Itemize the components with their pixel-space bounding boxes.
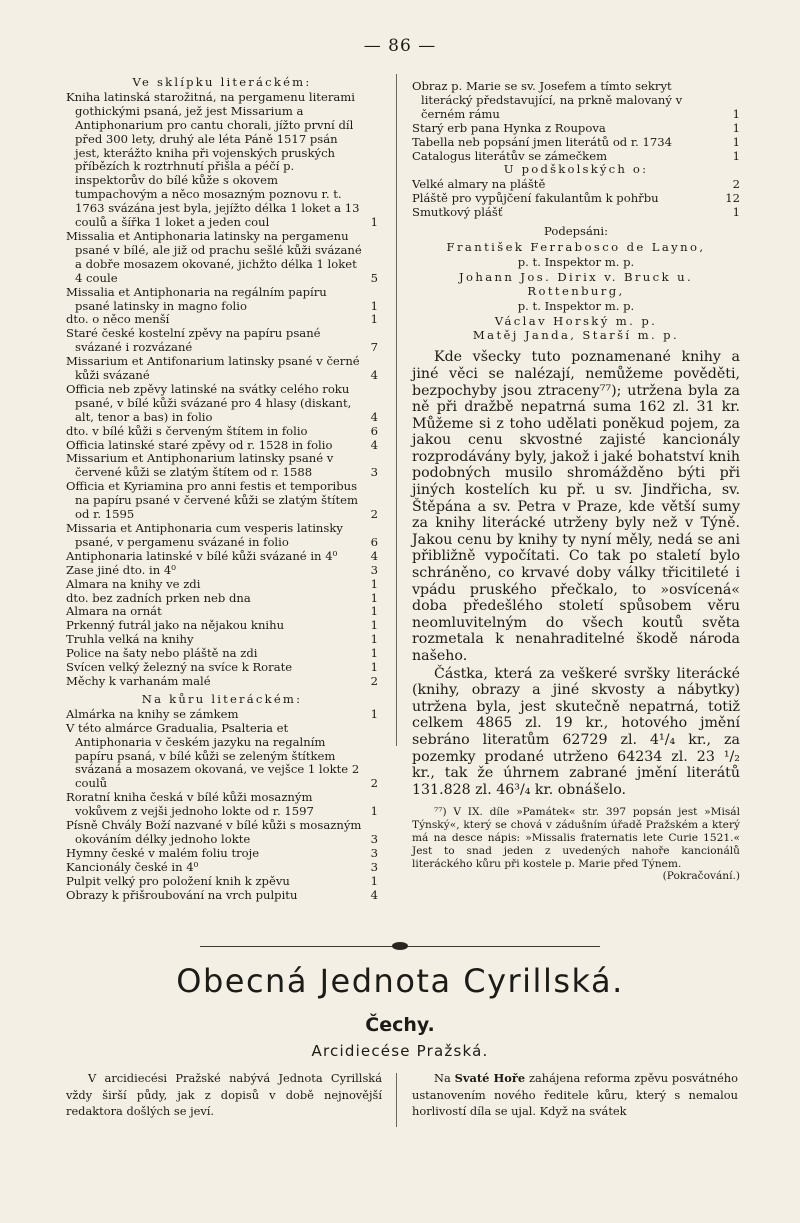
inventory-entry — [412, 192, 740, 206]
entry-count: 1 — [370, 660, 378, 675]
entry-text: dto. o něco menší — [66, 312, 170, 327]
entry-text: Kniha latinská starožitná, na pergamenu literami gothickými psaná, jež jest Missarium a Antiphonarium pro cantu chorali, jížto první díl před 300 lety, druhý ale léta Páně 1517 psán jest, kterážto kniha při vojenských pruských příbězích k roztrhnutí přišla a péčí p. inspektorův do bílé kůže s okovem tumpachovým a něco mosazným poznovu r. t. 1763 svázána jest byla, jejížto délka 1 loket a 13 coulů a šířka 1 loket a jeden coul — [66, 89, 360, 230]
left-column — [66, 76, 378, 902]
entry-count: 4 — [370, 409, 378, 424]
entry-text: dto. v bílé kůži s červeným štítem in folio — [66, 423, 308, 438]
bottom-right-pre: Na — [434, 1071, 455, 1085]
entry-count: 2 — [370, 507, 378, 522]
inventory-entry — [66, 286, 378, 314]
inventory-entry — [66, 425, 378, 439]
entry-count: 1 — [370, 576, 378, 591]
inventory-entry — [66, 722, 378, 792]
entry-count: 1 — [732, 205, 740, 220]
inventory-entry — [66, 847, 378, 861]
entry-text: Písně Chvály Boží nazvané v bílé kůži s mosazným okováním délky jednoho lokte — [66, 818, 362, 846]
entry-text: Almara na ornát — [66, 604, 162, 619]
paragraph-2: Částka, která za veškeré svršky literácké (knihy, obrazy a jiné skvosty a nábytky) utržena byla, jest skutečně nepatrná, totiž celkem 4865 zl. 19 kr., hotového jmění sebráno literatům 62729 zl. 4¹/₄ kr., za pozemky prodané utrženo 64234 zl. 23 ¹/₂ kr., tak že úhrnem zabrané jmění literátů 131.828 zl. 46³/₄ kr. obnášelo. — [412, 665, 740, 798]
entry-text: Staré české kostelní zpěvy na papíru psané svázané i rozvázané — [66, 326, 321, 355]
inventory-entry — [412, 178, 740, 192]
entry-text: Měchy k varhanám malé — [66, 673, 211, 688]
entry-count: 1 — [370, 215, 378, 230]
inventory-entry — [66, 578, 378, 592]
entry-text: Almárka na knihy se zámkem — [66, 706, 239, 721]
inventory-entry — [412, 150, 740, 164]
entry-count: 1 — [732, 120, 740, 135]
entry-text: Svícen velký železný na svíce k Rorate — [66, 660, 293, 675]
entry-count: 3 — [370, 465, 378, 480]
inventory-entry — [66, 708, 378, 722]
inventory-entry — [412, 206, 740, 220]
entry-text: Smutkový plášť — [412, 205, 503, 220]
footnote — [412, 806, 740, 883]
bottom-right-bold: Svaté Hoře — [454, 1071, 526, 1085]
entry-count: 3 — [370, 845, 378, 860]
entry-count: 1 — [732, 134, 740, 149]
entry-text: V této almárce Gradualia, Psalteria et Antiphonaria v českém jazyku na regalním papíru psaná, v bílé kůži se zeleným štítkem svázaná a mosazem okovaná, ve vejšce 1 lokte 2 coulů — [66, 720, 360, 791]
entry-text: Missalia et Antiphonaria na regálním papíru psané latinsky in magno folio — [66, 284, 327, 313]
page-number: — 86 — — [363, 36, 437, 56]
entry-text: Pláště pro vypůjčení fakulantům k pohřbu — [412, 191, 659, 206]
entry-text: Kancionály české in 4⁰ — [66, 859, 199, 874]
entry-count: 4 — [370, 548, 378, 563]
inventory-entry — [66, 675, 378, 689]
entry-count: 1 — [732, 106, 740, 121]
entry-count: 1 — [370, 604, 378, 619]
footnote-text: ⁷⁷) V IX. díle »Památek« str. 397 popsán jest »Misál Týnský«, který se chová v zádušním úřadě Pražském a který má na desce nápis: »Missalis fraternatis lete Curie 1521.« Jest to snad jeden z uvedených nahoře kancionálů literáckého kůru při kostele p. Marie před Týnem. — [412, 806, 740, 870]
entry-count: 2 — [370, 776, 378, 791]
continuation-note: (Pokračování.) — [662, 870, 740, 883]
entry-count: 4 — [370, 887, 378, 902]
entry-text: Roratní kniha česká v bílé kůži mosazným vokůvem z vejši jednoho lokte od r. 1597 — [66, 790, 314, 819]
paragraph-1: Kde všecky tuto poznamenané knihy a jiné věci se nalézají, nemůžeme pověděti, bezpochyby jsou ztraceny⁷⁷); utržena byla za ně při dražbě nepatrná suma 162 zl. 31 kr. Můžeme si z toho udělati poněkud pojem, za jakou cenu skvostné zajisté kancionály rozprodávány byly, jakož i jaké bohatství knih podobných musilo shromážděno býti při jiných kostelích ku př. u sv. Jindřicha, sv. Štěpána a sv. Petra v Praze, kde větší sumy za knihy literácké utrženy byly než v Týně. Jakou cenu by knihy ty nyní měly, nedá se ani přibližně vypočítati. Co tak po staletí bylo schráněno, co krvavé doby války třicitileté i vpádu pruského přečkalo, to »osvícená« doba předešlého století spůsobem věru neomluvitelným do všech koutů světa rozmetala k nenahraditelné škodě národa našeho. — [412, 349, 740, 664]
inventory-entry — [66, 619, 378, 633]
entry-count: 1 — [370, 632, 378, 647]
inventory-entry — [66, 355, 378, 383]
signed-label: Podepsáni: — [544, 224, 608, 239]
entry-count: 1 — [370, 618, 378, 633]
entry-count: 4 — [370, 368, 378, 383]
inventory-entry — [412, 80, 740, 122]
entry-count: 4 — [370, 437, 378, 452]
entry-count: 7 — [370, 340, 378, 355]
entry-text: Zase jiné dto. in 4⁰ — [66, 562, 176, 577]
right-column — [412, 80, 740, 883]
inventory-entry — [66, 605, 378, 619]
entry-count: 1 — [732, 148, 740, 163]
entry-count: 1 — [370, 706, 378, 721]
subtitle-secondary: Arcidiecése Pražská. — [311, 1042, 489, 1060]
right-inventory-top — [412, 80, 740, 163]
entry-count: 6 — [370, 423, 378, 438]
inventory-entry — [66, 661, 378, 675]
entry-text: Police na šaty nebo pláště na zdi — [66, 646, 258, 661]
bottom-column-divider — [396, 1073, 397, 1127]
entry-text: Prkenný futrál jako na nějakou knihu — [66, 618, 285, 633]
entry-count: 1 — [370, 312, 378, 327]
signature-line: p. t. Inspektor m. p. — [517, 298, 635, 313]
entry-text: Obrazy k přišroubování na vrch pulpitu — [66, 887, 298, 902]
left-sections — [66, 76, 378, 902]
entry-count: 12 — [725, 191, 740, 206]
inventory-entry — [66, 230, 378, 286]
entry-text: Hymny české v malém foliu troje — [66, 845, 260, 860]
entry-count: 5 — [370, 270, 378, 285]
inventory-entry — [66, 550, 378, 564]
bottom-right-text — [412, 1070, 738, 1120]
inventory-entry — [66, 327, 378, 355]
signatures — [412, 241, 740, 343]
inventory-entry — [66, 313, 378, 327]
entry-text: dto. bez zadních prken neb dna — [66, 590, 251, 605]
inventory-entry — [66, 592, 378, 606]
inventory-entry — [66, 633, 378, 647]
main-title: Obecná Jednota Cyrillská. — [176, 962, 624, 1000]
entry-text: Officia et Kyriamina pro anni festis et temporibus na papíru psané v červené kůži se zlatým štítem od r. 1595 — [66, 479, 359, 522]
entry-text: Antiphonaria latinské v bílé kůži svázané in 4⁰ — [66, 548, 338, 563]
signature-line: Matěj Janda, Starší m. p. — [472, 328, 680, 343]
signature-line: p. t. Inspektor m. p. — [517, 254, 635, 269]
subtitle: Čechy. — [365, 1014, 435, 1036]
entry-text: Obraz p. Marie se sv. Josefem a tímto sekryt literácký představující, na prkně malovaný v černém rámu — [412, 79, 683, 121]
inventory-entry — [66, 875, 378, 889]
bottom-right-post: zahájena reforma zpěvu posvátného ustanovením nového ředitele kůru, který s nemalou horlivostí díla se ujal. Když na svátek — [412, 1071, 738, 1119]
bottom-left-text: V arcidiecési Pražské nabývá Jednota Cyrillská vždy širší půdy, jak z dopisů v době nejnovější redaktora došlých se jeví. — [66, 1071, 382, 1119]
entry-count: 2 — [732, 177, 740, 192]
inventory-entry — [412, 122, 740, 136]
entry-text: Velké almary na pláště — [412, 177, 546, 192]
inventory-entry — [412, 136, 740, 150]
entry-text: Officia neb zpěvy latinské na svátky celého roku psané, v bílé kůži svázané pro 4 hlasy (diskant, alt, tenor a bas) in folio — [66, 381, 352, 424]
entry-count: 1 — [370, 590, 378, 605]
entry-count: 3 — [370, 859, 378, 874]
section-heading: Ve sklípku literáckém: — [132, 75, 312, 89]
separator-ornament-icon — [392, 942, 408, 950]
entry-count: 2 — [370, 673, 378, 688]
inventory-entry — [66, 889, 378, 903]
entry-text: Tabella neb popsání jmen literátů od r. 1734 — [412, 134, 673, 149]
signature-line: František Ferrabosco de Layno, — [446, 239, 706, 254]
entry-count: 1 — [370, 298, 378, 313]
entry-text: Truhla velká na knihy — [66, 632, 194, 647]
inventory-entry — [66, 564, 378, 578]
entry-count: 1 — [370, 804, 378, 819]
entry-count: 6 — [370, 534, 378, 549]
section-heading: Na kůru literáckém: — [141, 691, 303, 706]
entry-text: Pulpit velký pro položení knih k zpěvu — [66, 873, 290, 888]
inventory-entry — [66, 819, 378, 847]
entry-count: 3 — [370, 831, 378, 846]
inventory-entry — [66, 522, 378, 550]
entry-text: Missalia et Antiphonaria latinsky na pergamenu psané v bílé, ale již od prachu sešlé kůži svázané a dobře mosazem okované, jichžto délka 1 loket 4 coule — [66, 228, 362, 285]
right-inventory-bottom — [412, 178, 740, 220]
inventory-entry — [66, 861, 378, 875]
inventory-entry — [66, 439, 378, 453]
inventory-entry — [66, 480, 378, 522]
signature-line: Václav Horský m. p. — [494, 313, 658, 328]
signature-line: Johann Jos. Dirix v. Bruck u. Rottenburg, — [458, 269, 694, 298]
entry-text: Officia latinské staré zpěvy od r. 1528 in folio — [66, 437, 333, 452]
entry-text: Missarium et Antifonarium latinsky psané v černé kůži svázané — [66, 354, 360, 383]
inventory-entry — [66, 91, 378, 230]
column-divider — [396, 74, 397, 746]
entry-count: 1 — [370, 873, 378, 888]
inventory-entry — [66, 383, 378, 425]
entry-text: Missarium et Antiphonarium latinsky psané v červené kůži se zlatým štítem od r. 1588 — [66, 451, 334, 480]
entry-count: 1 — [370, 646, 378, 661]
entry-text: Missaria et Antiphonaria cum vesperis latinsky psané, v pergamenu svázané in folio — [66, 521, 343, 549]
inventory-entry — [66, 647, 378, 661]
entry-count: 3 — [370, 562, 378, 577]
entry-text: Almara na knihy ve zdi — [66, 576, 201, 591]
inventory-entry — [66, 452, 378, 480]
inventory-entry — [66, 791, 378, 819]
entry-text: Starý erb pana Hynka z Roupova — [412, 120, 606, 135]
entry-text: Catalogus literátův se zámečkem — [412, 148, 608, 163]
section-heading-podskolskych: U podškolských o: — [503, 162, 649, 177]
